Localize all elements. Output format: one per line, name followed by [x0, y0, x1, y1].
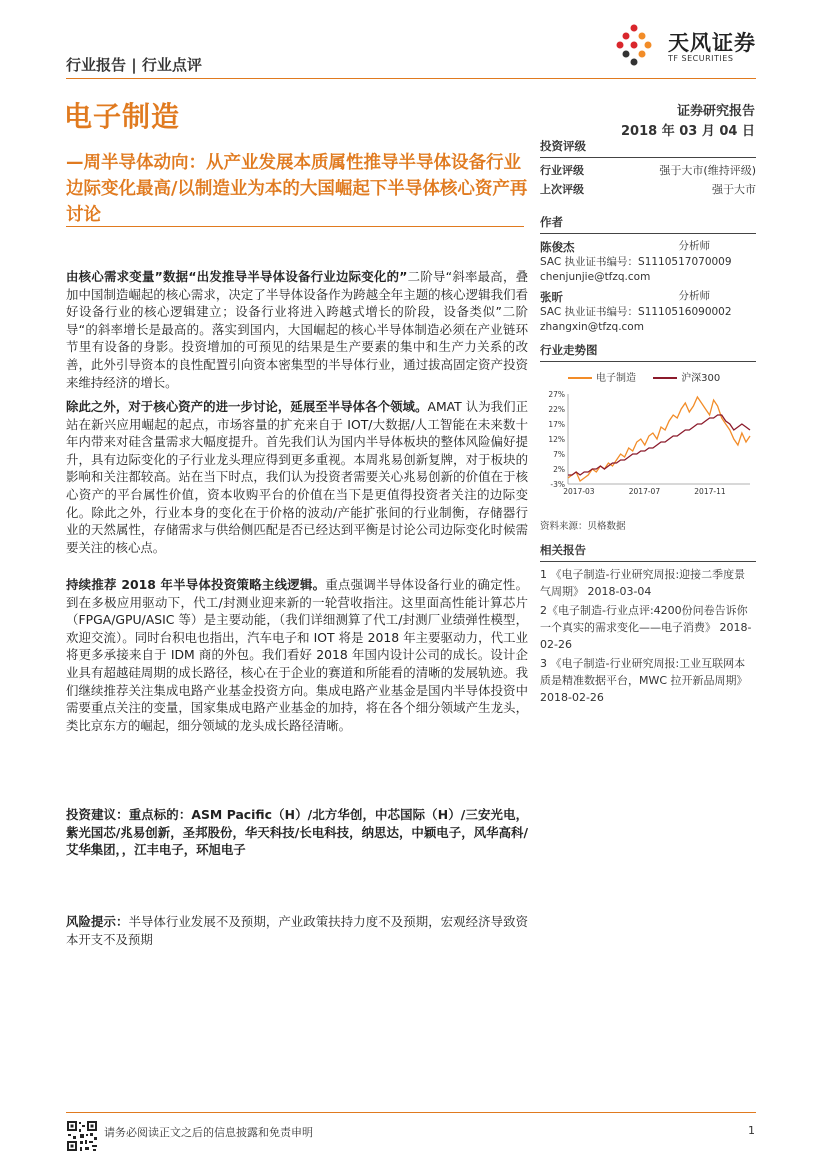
chart-y-tick-label: 17%	[548, 420, 565, 429]
author-name: 陈俊杰	[540, 240, 575, 254]
related-report-link[interactable]: 1 《电子制造-行业研究周报:迎接二季度景气周期》 2018-03-04	[540, 568, 746, 598]
rating-key: 上次评级	[540, 183, 584, 196]
brand-sub: TF SECURITIES	[668, 54, 734, 63]
author-role: 分析师	[678, 240, 710, 252]
related-report-link[interactable]: 2《电子制造-行业点评:4200份问卷告诉你一个真实的需求变化——电子消费》 2018-02-26	[540, 604, 752, 651]
report-date: 2018 年 03 月 04 日	[621, 124, 755, 139]
qr-code-icon	[66, 1120, 98, 1152]
paragraph-3-lead: 持续推荐 2018 年半导体投资策略主线逻辑。	[66, 577, 326, 592]
related-report-link[interactable]: 3 《电子制造-行业研究周报:工业互联网本质是精准数据平台，MWC 拉开新品周期》 2018-02-26	[540, 657, 748, 704]
author-heading: 作者	[540, 214, 756, 234]
rating-row	[540, 161, 756, 180]
legend-label-hs300: 沪深300	[681, 373, 721, 384]
brand-name: 天风证券	[668, 31, 756, 55]
paragraph-2-lead: 除此之外，对于核心资产的进一步讨论，延展至半导体各个领域。	[66, 399, 428, 414]
author-card	[540, 239, 756, 285]
paragraph-3-body: 重点强调半导体设备行业的确定性。到在多极应用驱动下，代工/封测业迎来新的一轮营收指注。这里面高性能计算芯片（FPGA/GPU/ASIC 等）是主要动能，（我们详细测算了代工/封测厂业绩弹性模型，欢迎交流）。同时台积电也指出，汽车电子和 IOT 将是 2018 年主要驱动力，代工业将更多承接来自于 IDM 商的外包。我们看好 2018 年国内设计公司的成长。设计企业具有超越硅周期的成长路径，核心在于企业的赛道和所能看的清晰的发展轨迹。我们继续推荐关注集成电路产业基金投资方向。集成电路产业基金是国内半导体投资中需要重点关注的变量，国家集成电路产业基金的加持，将在各个细分领域产生龙头，类比京东方的崛起，细分领域的龙头成长路径清晰。	[66, 577, 528, 733]
legend-label-electronics: 电子制造	[596, 373, 636, 384]
related-section	[540, 542, 756, 706]
chart-y-tick-label: -3%	[550, 480, 565, 489]
paragraph-1-lead: 由核心需求变量”数据“出发推导半导体设备行业边际变化的”	[66, 269, 408, 284]
rating-value: 强于大市	[712, 183, 756, 196]
risk-warning-body: 半导体行业发展不及预期，产业政策扶持力度不及预期，宏观经济导致资本开支不及预期	[66, 914, 529, 947]
risk-warning	[66, 913, 528, 948]
rating-section	[540, 138, 756, 199]
paragraph-3	[66, 576, 528, 734]
chart-y-tick-label: 7%	[553, 450, 565, 459]
rating-row	[540, 180, 756, 199]
title-divider	[66, 226, 524, 227]
investment-advice-body: ASM Pacific（H）/北方华创，中芯国际（H）/三安光电，紫光国芯/兆易创新，圣邦股份，华天科技/长电科技，纳思达，中颖电子，风华高科/艾华集团，，江丰电子，环旭电子	[66, 807, 528, 858]
trend-chart	[540, 388, 756, 500]
legend-swatch-hs300	[653, 377, 677, 379]
chart-heading: 行业走势图	[540, 342, 756, 362]
legend-swatch-electronics	[568, 377, 592, 379]
footer-divider	[66, 1112, 756, 1113]
investment-advice-lead: 投资建议：重点标的：	[66, 807, 192, 822]
author-email[interactable]: chenjunjie@tfzq.com	[540, 271, 651, 283]
chart-y-tick-label: 2%	[553, 465, 565, 474]
chart-section	[540, 342, 756, 362]
author-name: 张昕	[540, 290, 563, 304]
paragraph-2	[66, 398, 528, 556]
related-heading: 相关报告	[540, 542, 756, 562]
chart-x-tick-label: 2017-03	[563, 487, 595, 496]
author-section	[540, 214, 756, 335]
author-role: 分析师	[678, 290, 710, 302]
report-category: 行业报告 | 行业点评	[66, 56, 202, 74]
paragraph-1-body: 二阶导“斜率最高，叠加中国制造崛起的核心需求，决定了半导体设备作为跨越全年主题的核心逻辑我们看好设备行业的核心逻辑建立；设备行业将进入跨越式增长的阶段，设备类似”二阶导“的斜率增长是最高的。落实到国内，大国崛起的核心半导体制造必须在产业链环节里有设备的身影。投资增加的可预见的结果是生产要素的集中和生产力关系的改善，此外引导资本的良性配置引向资本密集型的半导体行业，通过拔高固定资产投资来维持经济的增长。	[66, 269, 528, 390]
author-sac: SAC 执业证书编号：S1110516090002	[540, 306, 732, 318]
footer-disclaimer: 请务必阅读正文之后的信息披露和免责申明	[104, 1126, 313, 1139]
rating-key: 行业评级	[540, 164, 584, 177]
chart-source: 资料来源：贝格数据	[540, 521, 626, 532]
investment-advice	[66, 806, 528, 859]
risk-warning-lead: 风险提示：	[66, 914, 129, 929]
author-sac: SAC 执业证书编号：S1110517070009	[540, 256, 732, 268]
series-line-hs300	[568, 415, 750, 475]
logo-dots-icon	[617, 25, 652, 66]
sector-title: 电子制造	[64, 100, 181, 133]
chart-x-tick-label: 2017-11	[694, 487, 726, 496]
chart-x-tick-label: 2017-07	[628, 487, 661, 496]
chart-legend	[568, 369, 720, 384]
report-type: 证券研究报告	[676, 104, 755, 119]
chart-y-tick-label: 12%	[548, 435, 565, 444]
report-title: —周半导体动向：从产业发展本质属性推导半导体设备行业边际变化最高/以制造业为本的大国崛起下半导体核心资产再讨论	[66, 153, 528, 225]
author-name-row	[540, 289, 710, 305]
header-divider	[66, 78, 756, 79]
page-number: 1	[748, 1124, 755, 1137]
paragraph-1	[66, 268, 528, 391]
rating-heading: 投资评级	[540, 138, 756, 158]
chart-y-tick-label: 27%	[548, 390, 565, 399]
author-name-row	[540, 239, 710, 255]
paragraph-2-body: AMAT 认为我们正站在新兴应用崛起的起点，市场容量的扩充来自于 IOT/大数据/人工智能在未来数十年内带来对硅含量需求大幅度提升。首先我们认为国内半导体板块的整体风险偏好提升，具有边际变化的子行业龙头理应得到更多重视。本周兆易创新复牌，对于板块的影响和关注都较高。站在当下时点，我们认为投资者需要关心兆易创新的价值在于核心资产的平台属性价值，资本收购平台的价值在当下是更值得投资者关注的边际变化。除此之外，行业本身的变化在于价格的波动/产能扩张间的行业制衡，存储器行业的天然属性，存储需求与供给侧匹配是否已经达到平衡是讨论公司边际变化时候需要关注的核心点。	[66, 399, 528, 555]
chart-y-tick-label: 22%	[548, 405, 565, 414]
rating-value: 强于大市(维持评级)	[659, 164, 756, 177]
author-card	[540, 289, 756, 335]
author-email[interactable]: zhangxin@tfzq.com	[540, 321, 644, 333]
